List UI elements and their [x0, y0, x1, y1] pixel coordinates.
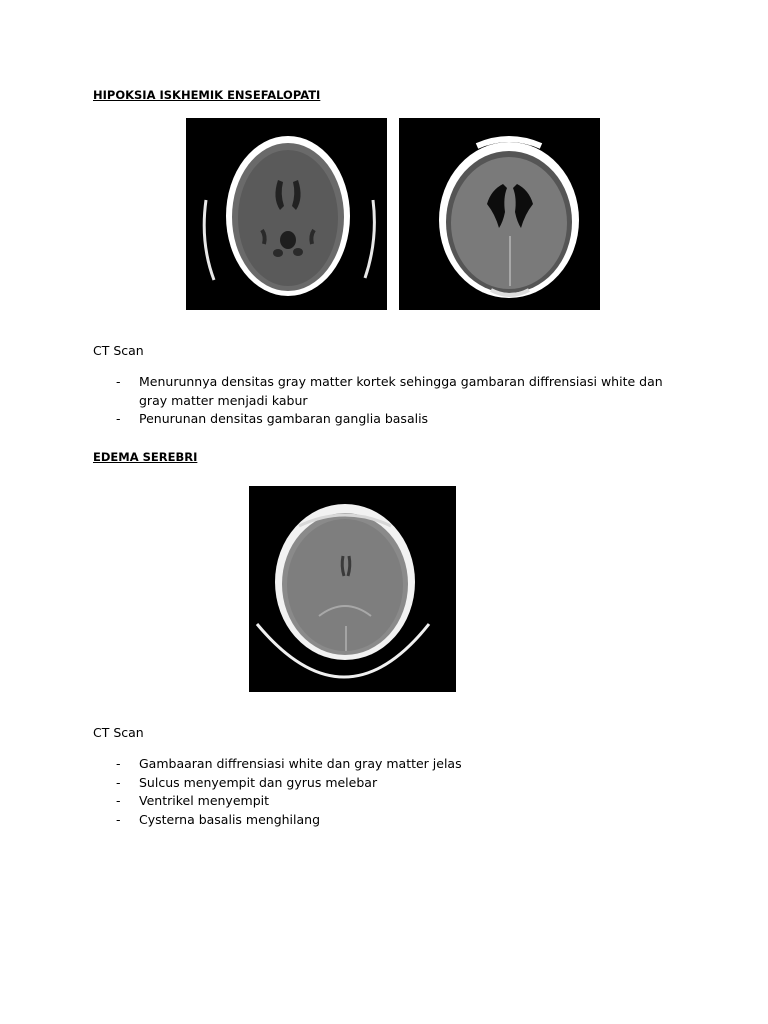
list-item: [93, 373, 673, 410]
list-item: [93, 410, 673, 429]
list-marker: -: [116, 793, 121, 808]
list-item: [93, 811, 673, 830]
list-marker: -: [116, 374, 121, 389]
list-item-text: Penurunan densitas gambaran ganglia basalis: [139, 411, 429, 426]
section-heading-hipoksia: HIPOKSIA ISKHEMIK ENSEFALOPATI: [93, 88, 321, 102]
list-item-text: Menurunnya densitas gray matter kortek sehingga gambaran diffrensiasi white dan gray matter menjadi kabur: [139, 374, 663, 408]
list-marker: -: [116, 811, 121, 827]
list-item: [93, 755, 673, 774]
list-item-text: Gambaaran diffrensiasi white dan gray matter jelas: [139, 756, 462, 771]
section1-caption: CT Scan: [93, 343, 144, 358]
section-heading-edema: EDEMA SEREBRI: [93, 450, 198, 464]
list-item-text: Cysterna basalis menghilang: [139, 811, 321, 827]
list-marker: -: [116, 756, 121, 771]
list-item-text: Sulcus menyempit dan gyrus melebar: [139, 774, 378, 790]
ct-scan-image-edema: [249, 486, 456, 692]
ct-scan-image-hie-2: [399, 118, 600, 310]
list-item-text: Ventrikel menyempit: [139, 793, 269, 808]
list-item: [93, 792, 673, 811]
ct-scan-image-hie-1: [186, 118, 387, 310]
list-marker: -: [116, 774, 121, 790]
list-item: [93, 774, 673, 793]
section2-bullet-list: [93, 755, 673, 829]
section2-caption: CT Scan: [93, 725, 144, 740]
section1-bullet-list: [93, 373, 673, 429]
list-marker: -: [116, 411, 121, 426]
